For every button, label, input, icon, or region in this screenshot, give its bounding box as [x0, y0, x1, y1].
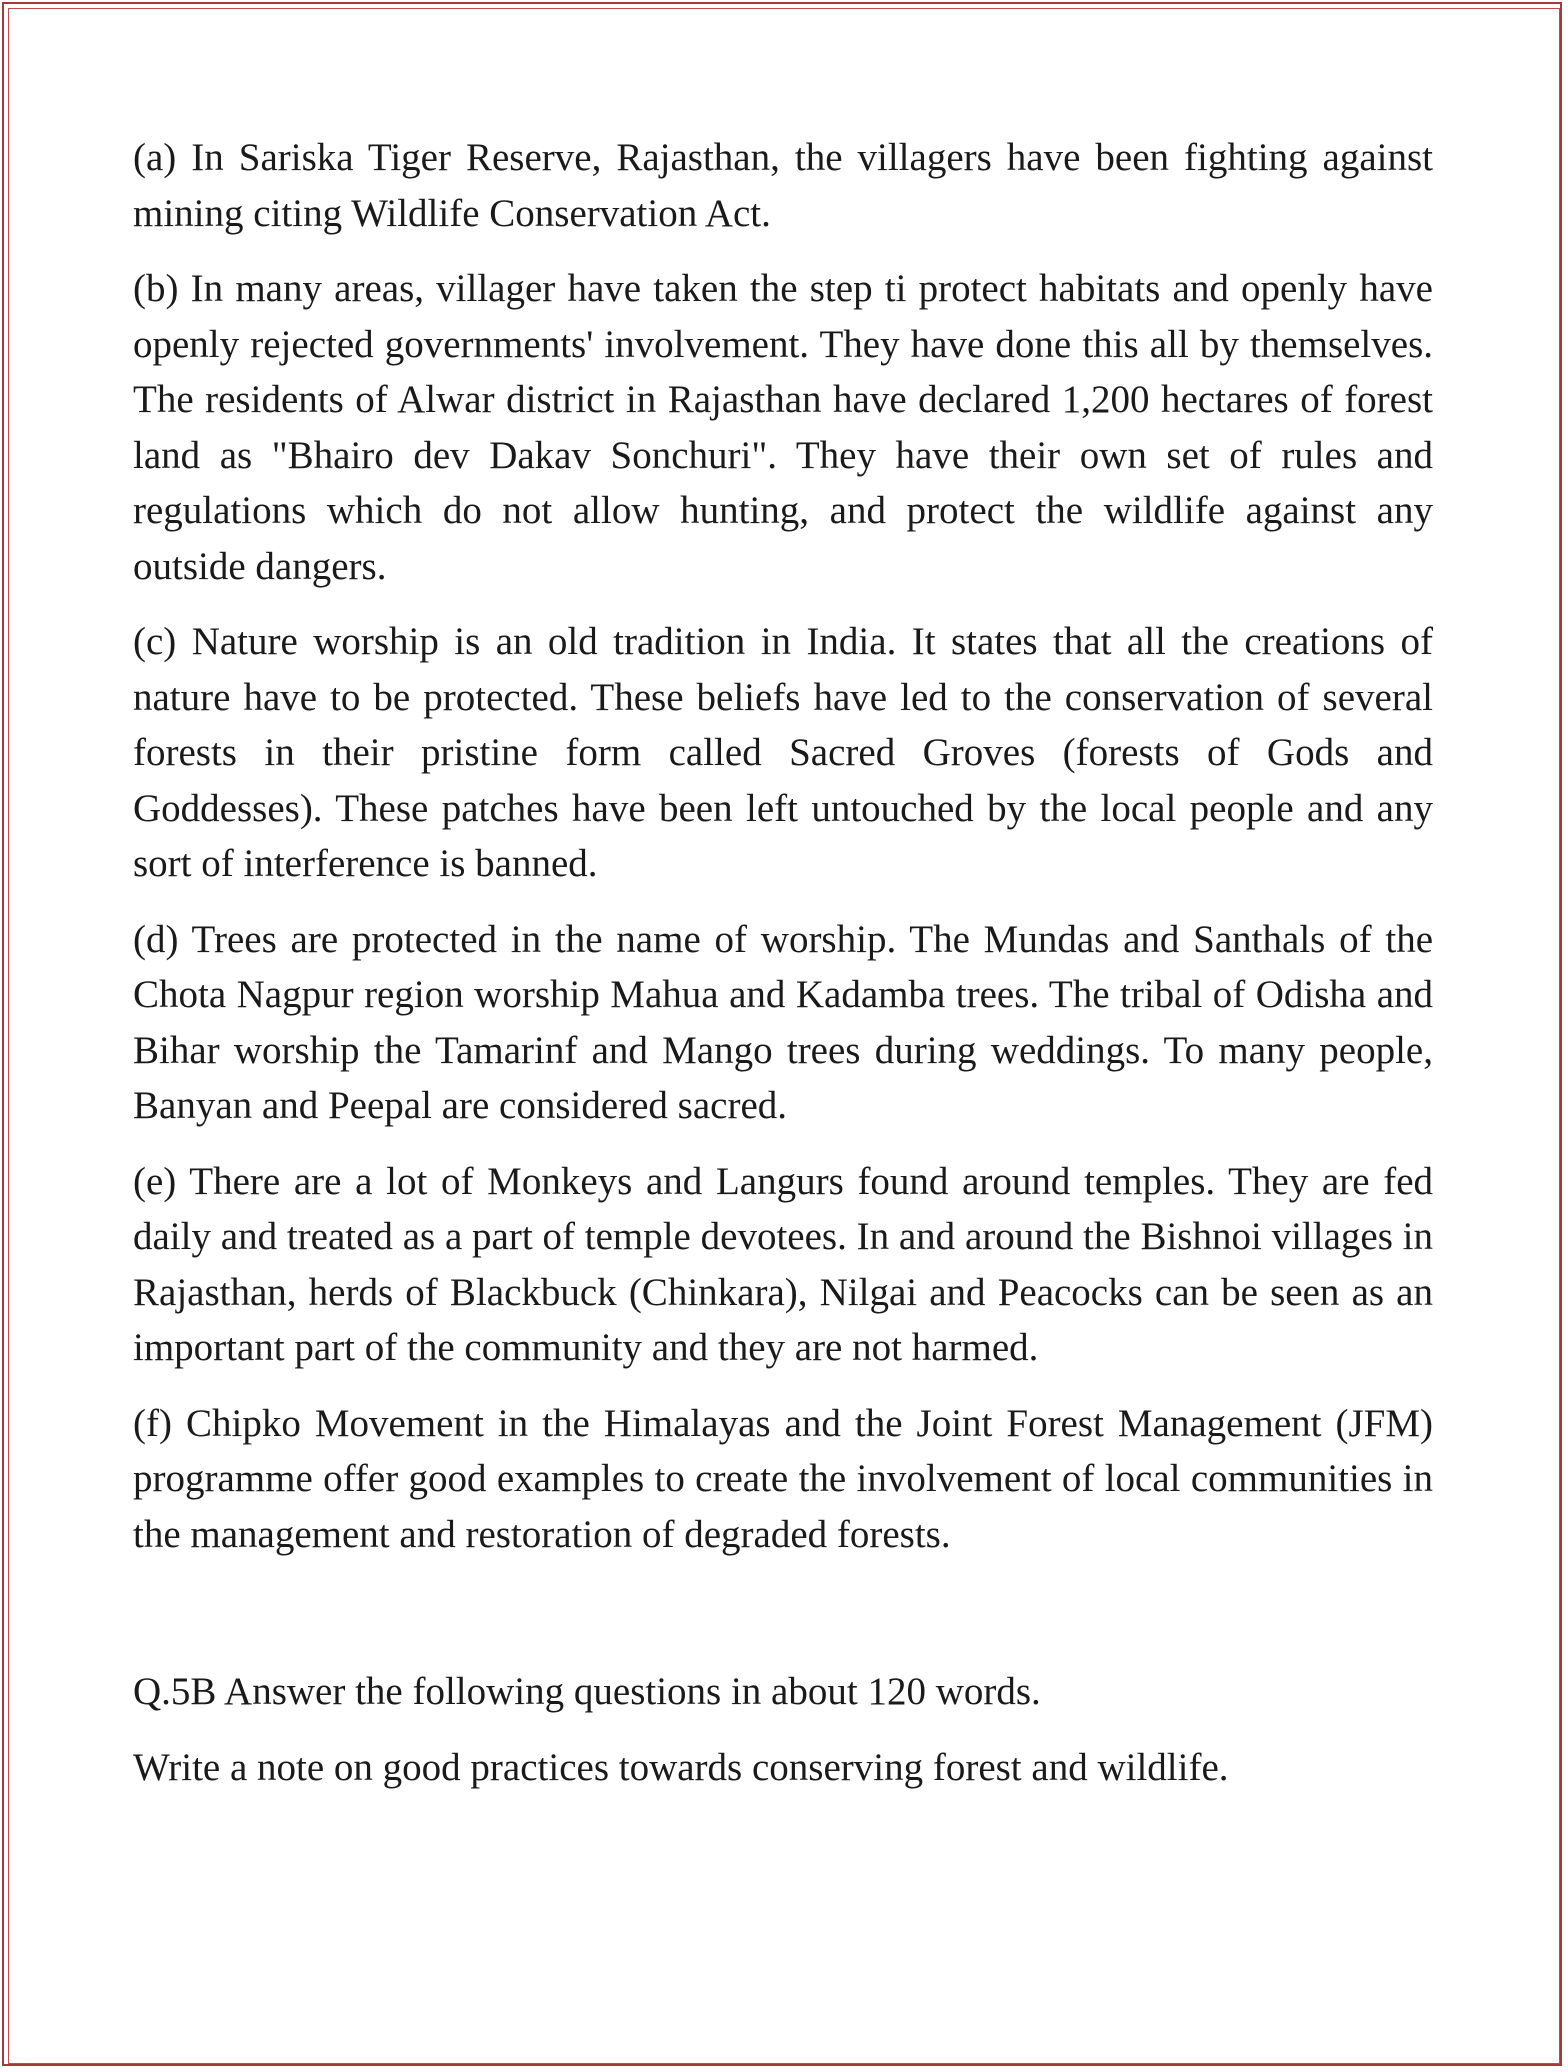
question-heading: Q.5B Answer the following questions in about 120 words.: [133, 1670, 1041, 1713]
question-block: [133, 1664, 1433, 1795]
point-d: (d) Trees are protected in the name of worship. The Mundas and Santhals of the Chota Nagpur region worship Mahua and Kadamba trees. The tribal of Odisha and Bihar worship the Tamarinf and Mango trees during weddings. To many people, Banyan and Peepal are considered sacred.: [133, 917, 1433, 1127]
point-a: (a) In Sariska Tiger Reserve, Rajasthan, the villagers have been fighting against mining citing Wildlife Conservation Act.: [133, 136, 1433, 235]
point-e: (e) There are a lot of Monkeys and Langurs found around temples. They are fed daily and treated as a part of temple devotees. In and around the Bishnoi villages in Rajasthan, herds of Blackbuck (Chinkara), Nilgai and Peacocks can be seen as an important part of the community and they are not harmed.: [133, 1159, 1433, 1369]
point-c: (c) Nature worship is an old tradition in India. It states that all the creations of nature have to be protected. These beliefs have led to the conservation of several forests in their pristine form called Sacred Groves (forests of Gods and Goddesses). These patches have been left untouched by the local people and any sort of interference is banned.: [133, 620, 1433, 885]
point-f: (f) Chipko Movement in the Himalayas and the Joint Forest Management (JFM) programme offer good examples to create the involvement of local communities in the management and restoration of degraded forests.: [133, 1401, 1433, 1556]
document-content: [133, 130, 1433, 1815]
point-b: (b) In many areas, villager have taken the step ti protect habitats and openly have openly rejected governments' involvement. They have done this all by themselves. The residents of Alwar district in Rajasthan have declared 1,200 hectares of forest land as "Bhairo dev Dakav Sonchuri". They have their own set of rules and regulations which do not allow hunting, and protect the wildlife against any outside dangers.: [133, 267, 1433, 588]
question-prompt: Write a note on good practices towards conserving forest and wildlife.: [133, 1745, 1229, 1789]
